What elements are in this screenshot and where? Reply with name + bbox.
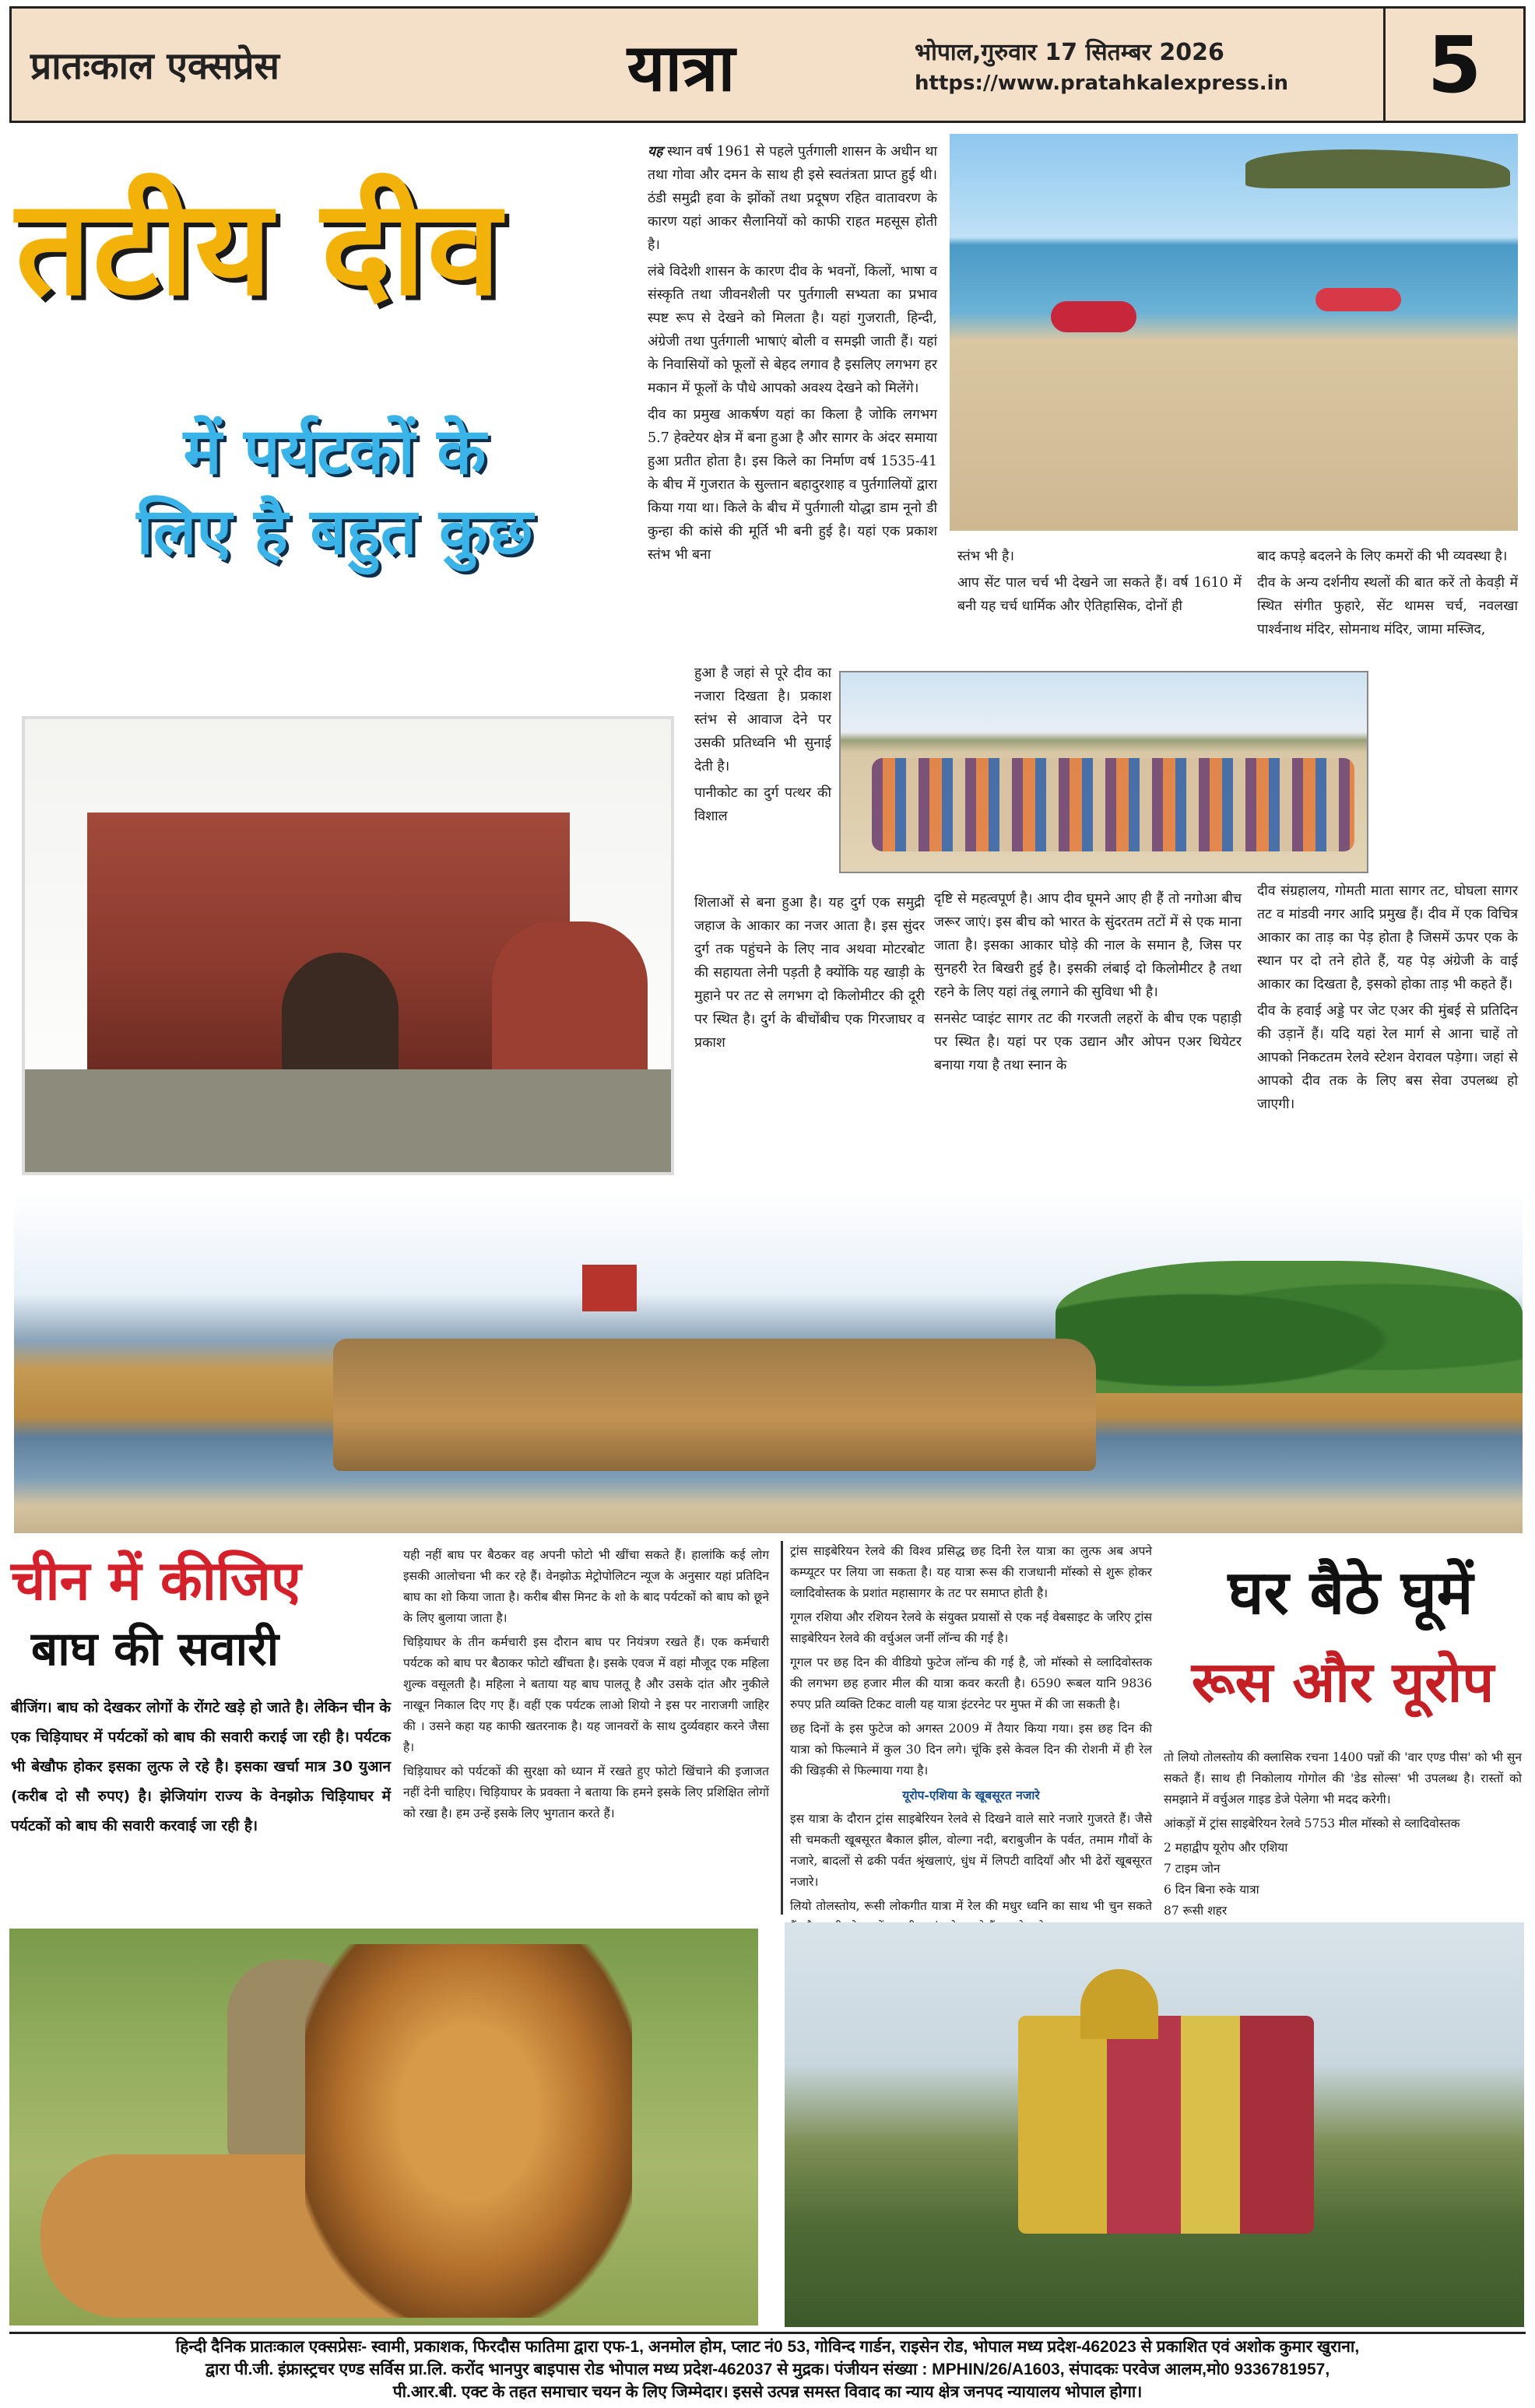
- diu-column-2: [694, 891, 925, 1058]
- russia-column-1: [790, 1541, 1152, 1941]
- diu-paragraph: दीव के अन्य दर्शनीय स्थलों की बात करें तो केवड़ी में स्थित संगीत फुहारे, सेंट थामस चर्च, नवलखा पार्श्वनाथ मंदिर, सोमनाथ मंदिर, जामा मस्जिद,: [1257, 575, 1518, 637]
- palace-dome-shape: [1080, 1969, 1158, 2039]
- trees-shape: [1056, 1261, 1523, 1393]
- pena-palace-photo: [785, 1922, 1524, 2327]
- boat-shape: [1051, 301, 1136, 332]
- facts-title: आंकड़ों में ट्रांस साइबेरियन रेलवे 5753 मील मॉस्को से व्लादिवोस्तक: [1164, 1817, 1460, 1831]
- china-paragraph: चिड़ियाघर को पर्यटकों की सुरक्षा को ध्यान में रखते हुए फोटो खिंचाने की इजाजत नहीं देनी चाहिए। चिड़ियाघर के प्रवक्ता ने बताया कि हमने इसके लिए प्रशिक्षित लोगों को रखा है। हम उन्हें इसके लिए भुगतान करते हैं।: [403, 1764, 769, 1820]
- diu-paragraph: लंबे विदेशी शासन के कारण दीव के भवनों, किलों, भाषा व संस्कृति तथा जीवनशैली पर पुर्तगाली सभ्यता का प्रभाव स्पष्ट रूप से देखने को मिलता है। यहां गुजराती, हिन्दी, अंग्रेजी तथा पुर्तगाली भाषाएं बोली व समझी जाती हैं। यहां के निवासियों को फूलों से बेहद लगाव है इसलिए लगभग हर मकान में फूलों के पौधे आपको अवश्य देखने को मिलेंगे।: [648, 264, 937, 396]
- diu-paragraph: दीव के हवाई अड्डे पर जेट एअर की मुंबई से प्रतिदिन की उड़ानें हैं। यदि यहां रेल मार्ग से आना चाहें तो आपको निकटतम रेलवे स्टेशन वेरावल पड़ेगा। जहां से आपको दीव तक के लिए बस सेवा उपलब्ध हो जाएगी।: [1257, 1003, 1518, 1112]
- china-paragraph: चिड़ियाघर के तीन कर्मचारी इस दौरान बाघ पर नियंत्रण रखते हैं। एक कर्मचारी पर्यटक को बाघ पर बैठाकर फोटो खींचता है। इसके एवज में वहां मौजूद एक महिला शुल्क वसूलती है। महिला ने बताया यह बाघ पालतू है और उसके दांत और नुकीले नाखून निकाल दिए गए हैं। वहीं एक पर्यटक लाओ शियो ने इस पर नाराजगी जाहिर की । उसने कहा यह काफी खतरनाक है। यह जानवरों के साथ दुर्व्यवहार करने जैसा है।: [403, 1635, 769, 1754]
- man-with-lion-photo: [9, 1929, 758, 2326]
- russia-paragraph: तो लियो तोलस्तोय की क्लासिक रचना 1400 पन्नों की 'वार एण्ड पीस' को भी सुन सकते हैं। साथ ही निकोलाय गोगोल की 'डेड सोल्स' भी उपलब्ध है। रास्तों को समझाने में वर्चुअल गाइड डेजे पेलेगा भी मदद करेगी।: [1164, 1750, 1522, 1806]
- diu-column-4: [1257, 545, 1518, 644]
- website-url: https://www.pratahkalexpress.in: [915, 71, 1289, 95]
- lion-mane-shape: [305, 1944, 632, 2318]
- masthead: [9, 6, 1526, 123]
- fact-item: 2 महाद्वीप यूरोप और एशिया: [1164, 1841, 1288, 1855]
- russia-paragraph: लियो तोलस्तोय, रूसी लोकगीत यात्रा में रेल की मधुर ध्वनि का साथ भी चुन सकते: [790, 1899, 1152, 1913]
- date-line: भोपाल,गुरुवार 17 सितम्बर 2026: [915, 38, 1224, 66]
- russia-paragraph: छह दिनों के इस फुटेज को अगस्त 2009 में तैयार किया गया। इस छह दिन की यात्रा को फिल्माने में कुल 30 दिन लगे। चूंकि इसे केवल दिन की रोशनी में ही रेल की खिड़की से फिल्माया गया है।: [790, 1722, 1152, 1778]
- fact-item: 7 टाइम जोन: [1164, 1862, 1221, 1876]
- diu-column-1-continued: [694, 662, 831, 831]
- fort-gate-shape: [282, 953, 399, 1069]
- column-divider: [781, 1541, 783, 1915]
- china-lead-paragraph: बीजिंग। बाघ को देखकर लोगों के रोंगटे खड़े हो जाते है। लेकिन चीन के एक चिड़ियाघर में पर्यटकों को बाघ की सवारी कराई जा रही है। पर्यटक भी बेखौफ होकर इसका लुत्फ ले रहे है। इसका खर्चा मात्र 30 युआन (करीब दो सौ रुपए) है। झेजियांग राज्य के वेनझोऊ चिड़ियाघर में पर्यटकों को बाघ की सवारी करवाई जा रही है।: [11, 1699, 391, 1834]
- masthead-meta: [883, 35, 1351, 95]
- russia-subhead: यूरोप-एशिया के खूबसूरत नजारे: [902, 1788, 1040, 1802]
- diu-paragraph: आप सेंट पाल चर्च भी देखने जा सकते हैं। वर्ष 1610 में बनी यह चर्च धार्मिक और ऐतिहासिक, दोनों ही: [957, 575, 1242, 614]
- russia-headline: घर बैठे घूमें: [1228, 1558, 1474, 1628]
- russia-paragraph: गूगल रशिया और रशियन रेलवे के संयुक्त प्रयासों से एक नई वेबसाइट के जरिए ट्रांस साइबेरियन रेलवे की वर्चुअल जर्नी लॉन्च की गई है।: [790, 1610, 1152, 1645]
- diu-paragraph: स्तंभ भी है।: [957, 549, 1014, 564]
- paper-name: प्रातःकाल एक्सप्रेस: [30, 44, 279, 88]
- beach-photo: [950, 134, 1518, 531]
- island-shape: [1245, 149, 1510, 188]
- sea-fort-shape: [333, 1339, 1096, 1471]
- diu-headline: तटीय दीव: [16, 171, 503, 325]
- watchtower-shape: [582, 1265, 637, 1311]
- crowd-shape: [872, 758, 1354, 851]
- imprint-line: द्वारा पी.जी. इंफ्रास्ट्रचर एण्ड सर्विस प्रा.लि. करोंद भानपुर बाइपास रोड भोपाल मध्य प्रदेश-462037 से मुद्रक। पंजीयन संख्या : MPHIN/26/A1603, संपादकः परवेज आलम,मो0 9336781957,: [205, 2361, 1330, 2378]
- fort-gate-photo: [22, 716, 674, 1175]
- coastal-fort-panorama-photo: [14, 1191, 1523, 1533]
- palace-shape: [1018, 2016, 1314, 2234]
- children-on-beach-photo: [839, 671, 1368, 873]
- china-paragraph: यही नहीं बाघ पर बैठकर वह अपनी फोटो भी खींचा सकते हैं। हालांकि कई लोग इसकी आलोचना भी कर रहे हैं। वेनझोऊ मेट्रोपोलिटन न्यूज के अनुसार यहां प्रतिदिन बाघ का शो किया जाता है। करीब बीस मिनट के शो के बाद पर्यटकों को बाघ को छूने के लिए बुलाया जाता है।: [403, 1548, 769, 1625]
- diu-paragraph: पानीकोट का दुर्ग पत्थर की विशाल: [694, 785, 831, 824]
- diu-paragraph: दीव संग्रहालय, गोमती माता सागर तट, घोघला सागर तट व मांडवी नगर आदि प्रमुख हैं। दीव में एक विचित्र आकार का ताड़ का पेड़ होता है जिसमें ऊपर एक के स्थान पर दो तने होते हैं, यह पेड़ अंग्रेजी के वाई आकार का दिखता है, इसको होका ताड़ भी कहते हैं।: [1257, 883, 1518, 992]
- diu-subheadline: [54, 412, 615, 572]
- china-column: [403, 1545, 769, 1827]
- diu-paragraph: दीव का प्रमुख आकर्षण यहां का किला है जोकि लगभग 5.7 हेक्टेयर क्षेत्र में बना हुआ है और सागर के अंदर समाया हुआ प्रतीत होता है। इस किले का निर्माण वर्ष 1535-41 के बीच में गुजरात के सुल्तान बहादुरशाह व पुर्तगालियों द्वारा किया गया था। किले के बीच में पुर्तगाली योद्धा डाम नूनो डी कुन्हा की कांसे की मूर्ति भी बनी हुई है। यहां एक प्रकाश स्तंभ भी बना: [648, 407, 937, 563]
- china-headline: चीन में कीजिए: [11, 1549, 301, 1613]
- imprint-footer: [9, 2332, 1526, 2403]
- diu-paragraph: हुआ है जहां से पूरे दीव का नजारा दिखता है। प्रकाश स्तंभ से आवाज देने पर उसकी प्रतिध्वनि भी सुनाई देती है।: [694, 665, 831, 774]
- diu-subheadline-line2: लिए है बहुत कुछ: [136, 494, 533, 569]
- fact-item: 87 रूसी शहर: [1164, 1904, 1228, 1918]
- russia-subheadline: रूस और यूरोप: [1191, 1649, 1495, 1715]
- diu-paragraph: यह स्थान वर्ष 1961 से पहले पुर्तगाली शासन के अधीन था तथा गोवा और दमन के साथ ही इसे स्वतंत्रता प्राप्त हुई थी। ठंडी समुद्री हवा के झोंकों तथा प्रदूषण रहित वातावरण के कारण यहां आकर सैलानियों को काफी राहत महसूस होती है।: [648, 144, 937, 253]
- diu-column-3-continued: [934, 887, 1242, 1080]
- russia-column-2: [1164, 1747, 1522, 1943]
- fact-item: 6 दिन बिना रुके यात्रा: [1164, 1883, 1259, 1897]
- diu-subheadline-line1: में पर्यटकों के: [183, 415, 486, 489]
- china-subheadline: बाघ की सवारी: [31, 1622, 279, 1676]
- ground-shape: [25, 1069, 671, 1175]
- boat-shape: [1315, 288, 1401, 311]
- russia-paragraph: ट्रांस साइबेरियन रेलवे की विश्व प्रसिद्ध छह दिनी रेल यात्रा का लुत्फ अब अपने कम्प्यूटर पर लिया जा सकता है। यह यात्रा रूस की राजधानी मॉस्को से शुरू होकर व्लादिवोस्तक के प्रशांत महासागर के तट पर समाप्त होती है।: [790, 1544, 1152, 1600]
- diu-paragraph: शिलाओं से बना हुआ है। यह दुर्ग एक समुद्री जहाज के आकार का नजर आता है। इस सुंदर दुर्ग तक पहुंचने के लिए नाव अथवा मोटरबोट की सहायता लेनी पड़ती है क्योंकि यह खाड़ी के मुहाने पर तट से लगभग दो किलोमीटर की दूरी पर स्थित है। दुर्ग के बीचोंबीच एक गिरजाघर व प्रकाश: [694, 895, 925, 1051]
- lead-word: यह: [648, 144, 663, 160]
- russia-paragraph: इस यात्रा के दौरान ट्रांस साइबेरियन रेलवे से दिखने वाले सारे नजारे गुजरते हैं। जैसे सी चमकती खूबसूरत बैकाल झील, वोल्गा नदी, बराबुजीन के पर्वत, तमाम गौवों के नजारे, बादलों से ढकी पर्वत श्रृंखलाएं, धुंध में लिपटी वादियाँ और भी ढेरों खूबसूरत नजारे।: [790, 1812, 1152, 1889]
- imprint-line: हिन्दी दैनिक प्रातःकाल एक्सप्रेसः- स्वामी, प्रकाशक, फिरदौस फातिमा द्वारा एफ-1, अनमोल होम, प्लाट नं0 53, गोविन्द गार्डन, राइसेन रोड, भोपाल मध्य प्रदेश-462023 से प्रकाशित एवं अशोक कुमार खुराना,: [175, 2338, 1360, 2356]
- diu-paragraph: बाद कपड़े बदलने के लिए कमरों की भी व्यवस्था है।: [1257, 549, 1508, 564]
- section-title: यात्रा: [627, 29, 736, 106]
- page-number: 5: [1383, 9, 1523, 121]
- imprint-line: पी.आर.बी. एक्ट के तहत समाचार चयन के लिए जिम्मेदार। इससे उत्पन्न समस्त विवाद का न्याय क्षेत्र जनपद न्यायालय भोपाल होगा।: [392, 2383, 1143, 2401]
- diu-column-4-continued: [1257, 879, 1518, 1119]
- diu-column-1: [648, 140, 937, 570]
- russia-paragraph: गूगल पर छह दिन की वीडियो फुटेज लॉन्च की गई है, जो मॉस्को से व्लादिवोस्तक की लगभग छह हजार मील की यात्रा कवर करती है। 6590 रूबल यानि 9836 रुपए प्रति व्यक्ति टिकट वाली यह यात्रा इंटरनेट पर मुफ्त में की जा सकती है।: [790, 1655, 1152, 1711]
- diu-column-3: [957, 545, 1242, 621]
- diu-paragraph: सनसेट प्वाइंट सागर तट की गरजती लहरों के बीच एक पहाड़ी पर स्थित है। यहां पर एक उद्यान और ओपन एअर थियेटर बनाया गया है तथा स्नान के: [934, 1011, 1242, 1073]
- diu-paragraph: दृष्टि से महत्वपूर्ण है। आप दीव घूमने आए ही हैं तो नगोआ बीच जरूर जाएं। इस बीच को भारत के सुंदरतम तटों में से एक माना जाता है। इसका आकार घोड़े की नाल के समान है, जिस पर सुनहरी रेत बिखरी हुई है। इसकी लंबाई दो किलोमीटर है तथा रहने के लिए यहां तंबू लगाने की सुविधा भी है।: [934, 891, 1242, 1000]
